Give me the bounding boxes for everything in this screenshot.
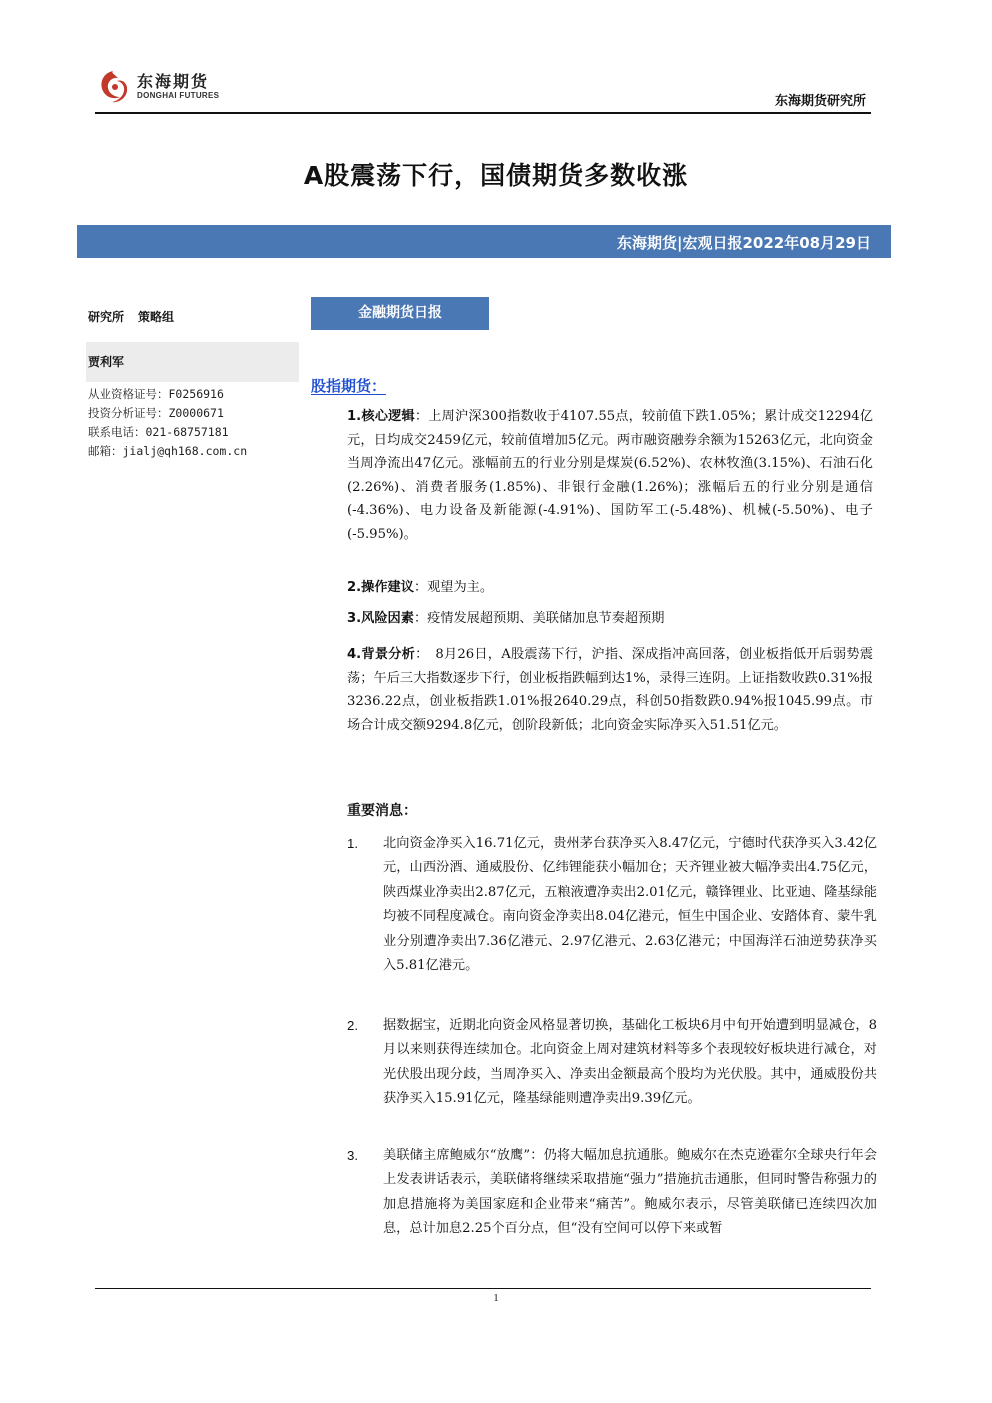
news-text: 美联储主席鲍威尔“放鹰”：仍将大幅加息抗通胀。鲍威尔在杰克逊霍尔全球央行年会上发表讲话表示，美联储将继续采取措施“强力”措施抗击通胀，但同时警告称强力的加息措施将为美国家庭和企业带来“痛苦”。鲍威尔表示，尽管美联储已连续四次加息，总计加息2.25个百分点，但“没有空间可以停下来或暂	[383, 1148, 877, 1237]
sidebar	[86, 302, 299, 461]
news-number: 2.	[347, 1018, 358, 1033]
news-item	[347, 832, 877, 978]
news-number: 3.	[347, 1148, 358, 1163]
point-operation-advice	[347, 576, 873, 600]
license-number: 从业资格证号：F0256916	[88, 387, 224, 401]
news-heading: 重要消息：	[347, 803, 417, 819]
point-core-logic	[347, 405, 873, 546]
dragon-logo-icon	[95, 67, 131, 107]
point-text: ：疫情发展超预期、美联储加息节奏超预期	[413, 611, 665, 626]
news-item	[347, 1014, 877, 1112]
company-logo	[95, 66, 235, 108]
footer-divider	[95, 1288, 871, 1289]
phone-number: 联系电话：021-68757181	[88, 425, 229, 439]
group-label: 策略组	[138, 310, 175, 324]
page-number: 1	[493, 1292, 499, 1304]
section-tab: 金融期货日报	[311, 297, 489, 330]
point-risk-factors	[347, 607, 873, 631]
point-label: 3.风险因素	[347, 611, 414, 626]
point-background-analysis	[347, 643, 873, 737]
point-text: ：上周沪深300指数收于4107.55点，较前值下跌1.05%；累计成交12294亿元，日均成交2459亿元，较前值增加5亿元。两市融资融券余额为15263亿元，北向资金当周净流出47亿元。涨幅前五的行业分别是煤炭(6.52%)、农林牧渔(3.15%)、石油石化(2.26%)、消费者服务(1.85%)、非银行金融(1.26%)；涨幅后五的行业分别是通信(-4.36%)、电力设备及新能源(-4.91%)、国防军工(-5.48%)、机械(-5.50%)、电子(-5.95%)。	[347, 409, 873, 542]
news-number: 1.	[347, 836, 358, 851]
email-address: 邮箱：jialj@qh168.com.cn	[88, 444, 248, 458]
analysis-license-number: 投资分析证号：Z0000671	[88, 406, 224, 420]
sidebar-dept	[86, 302, 299, 332]
point-label: 2.操作建议	[347, 580, 414, 595]
banner-text: 东海期货|宏观日报2022年08月29日	[617, 234, 871, 252]
header-divider	[95, 112, 871, 114]
analyst-info	[86, 385, 299, 461]
logo-en-text: DONGHAI FUTURES	[137, 91, 220, 100]
point-label: 1.核心逻辑	[347, 409, 415, 424]
report-banner	[77, 225, 891, 258]
header-org: 东海期货研究所	[774, 94, 866, 109]
section-subheading: 股指期货：	[311, 377, 387, 395]
news-item	[347, 1144, 877, 1242]
dept-label: 研究所	[88, 310, 125, 324]
point-text: ： 8月26日，A股震荡下行，沪指、深成指冲高回落，创业板指低开后弱势震荡；午后三大指数逐步下行，创业板指跌幅到达1%，录得三连阴。上证指数收跌0.31%报3236.22点，创业板指跌1.01%报2640.29点，科创50指数跌0.94%报1045.99点。市场合计成交额9294.8亿元，创阶段新低；北向资金实际净买入51.51亿元。	[347, 647, 874, 733]
point-text: ：观望为主。	[413, 580, 494, 595]
point-label: 4.背景分析	[347, 647, 416, 662]
logo-cn-text: 东海期货	[137, 72, 210, 91]
analyst-name: 贾利军	[86, 342, 299, 382]
news-text: 北向资金净买入16.71亿元，贵州茅台获净买入8.47亿元，宁德时代获净买入3.42亿元，山西汾酒、通威股份、亿纬锂能获小幅加仓；天齐锂业被大幅净卖出4.75亿元，陕西煤业净卖出2.87亿元，五粮液遭净卖出2.01亿元，赣锋锂业、比亚迪、隆基绿能均被不同程度减仓。南向资金净卖出8.04亿港元，恒生中国企业、安踏体育、蒙牛乳业分别遭净卖出7.36亿港元、2.97亿港元、2.63亿港元；中国海洋石油逆势获净买入5.81亿港元。	[383, 836, 877, 974]
news-text: 据数据宝，近期北向资金风格显著切换，基础化工板块6月中旬开始遭到明显减仓，8月以来则获得连续加仓。北向资金上周对建筑材料等多个表现较好板块进行减仓，对光伏股出现分歧，当周净买入、净卖出金额最高个股均为光伏股。其中，通威股份共获净买入15.91亿元，隆基绿能则遭净卖出9.39亿元。	[383, 1018, 877, 1107]
document-title: A股震荡下行，国债期货多数收涨	[303, 161, 689, 190]
